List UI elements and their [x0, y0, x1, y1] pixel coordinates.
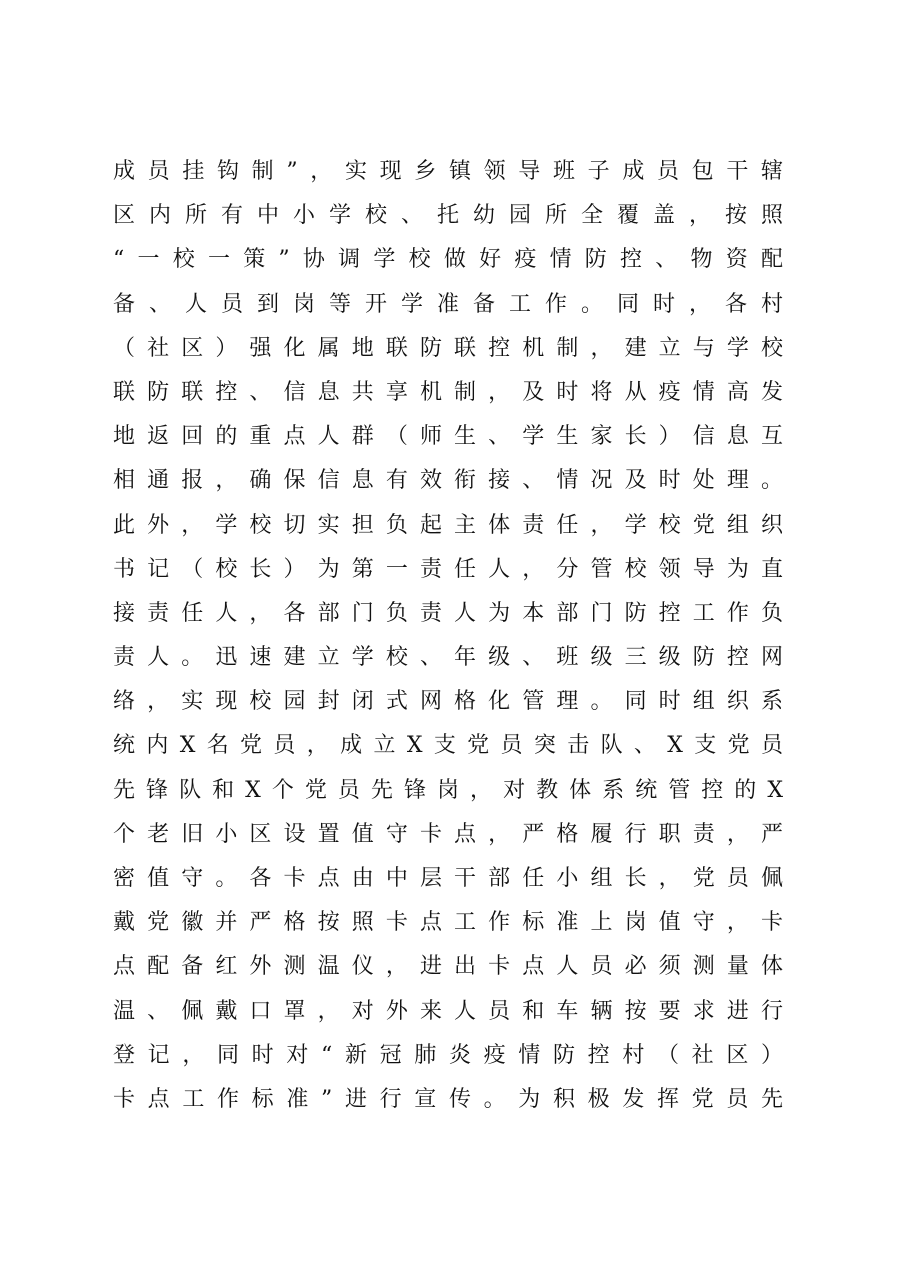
- text-line: 接责任人，各部门负责人为本部门防控工作负: [113, 600, 783, 626]
- text-line: “一校一策”协调学校做好疫情防控、物资配: [113, 247, 783, 273]
- body-text: [113, 150, 783, 1122]
- text-line: 区内所有中小学校、托幼园所全覆盖，按照: [113, 203, 783, 229]
- text-line: 卡点工作标准”进行宣传。为积极发挥党员先: [113, 1086, 783, 1112]
- text-line: 成员挂钩制”，实现乡镇领导班子成员包干辖: [113, 159, 783, 184]
- text-line: 备、人员到岗等开学准备工作。同时，各村: [113, 291, 783, 317]
- text-line: 书记（校长）为第一责任人，分管校领导为直: [113, 556, 783, 582]
- text-line: 个老旧小区设置值守卡点，严格履行职责，严: [113, 821, 783, 847]
- text-line: 密值守。各卡点由中层干部任小组长，党员佩: [113, 866, 783, 891]
- text-line: 地返回的重点人群（师生、学生家长）信息互: [113, 424, 783, 450]
- text-line: （社区）强化属地联防联控机制，建立与学校: [113, 335, 783, 361]
- text-line: 温、佩戴口罩，对外来人员和车辆按要求进行: [113, 998, 783, 1024]
- text-line: 登记，同时对“新冠肺炎疫情防控村（社区）: [113, 1042, 783, 1068]
- text-line: 此外，学校切实担负起主体责任，学校党组织: [113, 512, 783, 538]
- text-line: 点配备红外测温仪，进出卡点人员必须测量体: [113, 954, 783, 980]
- text-line: 络，实现校园封闭式网格化管理。同时组织系: [113, 689, 783, 715]
- text-line: 统内X名党员，成立X支党员突击队、X支党员: [113, 733, 783, 759]
- text-line: 责人。迅速建立学校、年级、班级三级防控网: [113, 645, 783, 671]
- text-line: 先锋队和X个党员先锋岗，对教体系统管控的X: [113, 777, 783, 803]
- text-line: 联防联控、信息共享机制，及时将从疫情高发: [113, 379, 783, 405]
- text-line: 相通报，确保信息有效衔接、情况及时处理。: [113, 468, 783, 494]
- text-line: 戴党徽并严格按照卡点工作标准上岗值守，卡: [113, 910, 783, 936]
